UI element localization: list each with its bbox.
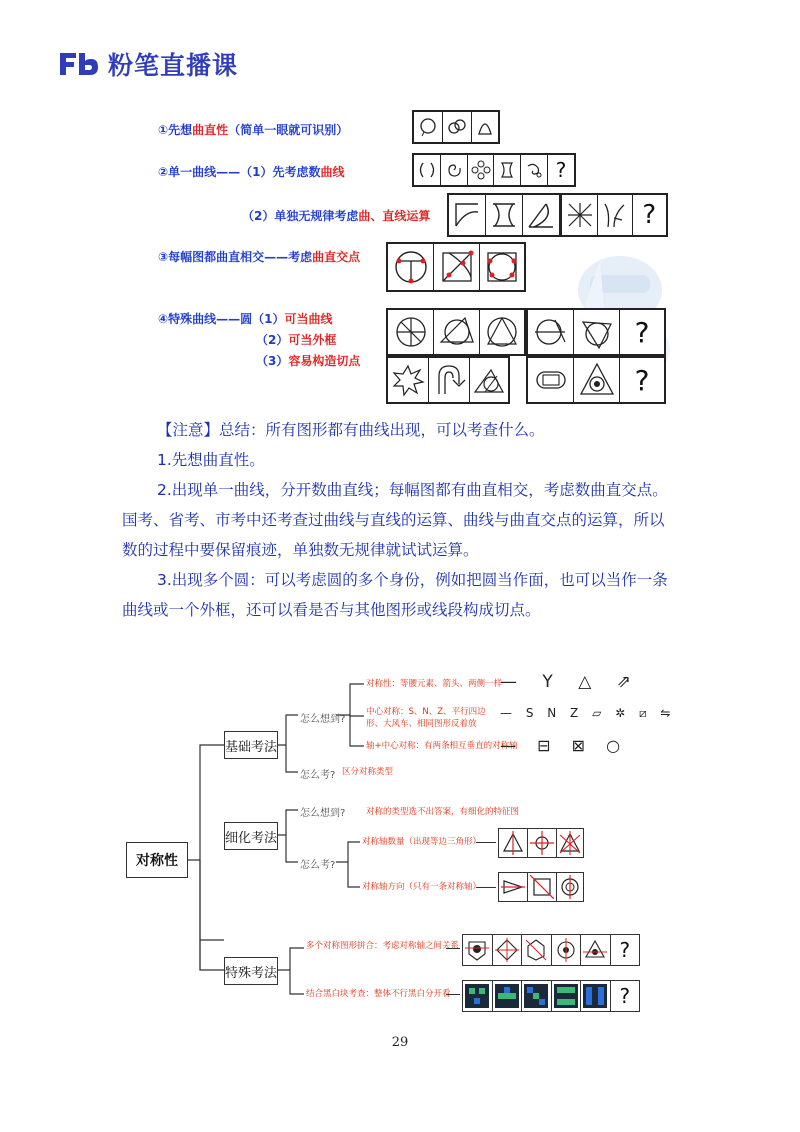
figure-cell: [388, 310, 434, 354]
connector-dash: [476, 842, 496, 843]
figure-cell: [463, 935, 493, 965]
figure-cell: [480, 310, 524, 354]
question-mark: ?: [642, 200, 657, 230]
figure-row-3a: [447, 193, 561, 237]
connector-dash: [446, 948, 460, 949]
figure-cell: [470, 358, 508, 402]
figure-cell: [557, 829, 583, 857]
figure-cell: [493, 981, 523, 1011]
figure-cell: [493, 935, 523, 965]
note-title: 【注意】总结：所有图形都有曲线出现，可以考查什么。: [157, 421, 545, 439]
axis-count-figures: [498, 828, 584, 858]
sub-axis-count: 对称轴数量（出现等边三角形）: [362, 837, 482, 847]
rule-2-sub: （2）单独无规律考虑曲、直线运算: [242, 209, 431, 223]
how-think-label: 怎么想到?: [300, 714, 346, 725]
sub-central-symmetry: 中心对称：S、N、Z、平行四边形、大风车、相同图形反着放: [366, 707, 486, 729]
figure-row-3b: [560, 193, 668, 237]
branch-detailed: 细化考法: [224, 822, 278, 850]
note-point-2: 2.出现单一曲线，分开数曲直线；每幅图都有曲直相交，考虑数曲直交点。: [157, 481, 668, 499]
rule-3: ③每幅图都曲直相交——考虑曲直交点: [158, 250, 361, 264]
figure-cell: [522, 981, 552, 1011]
how-test-answer: 区分对称类型: [342, 767, 394, 777]
brand-logo: [56, 46, 238, 82]
figure-cell: [434, 244, 480, 290]
note-point-3-end: 曲线或一个外框，还可以看是否与其他图形或线段构成切点。: [122, 601, 541, 619]
figure-cell: [441, 155, 468, 185]
figure-cell: [574, 310, 620, 354]
fb-logo-icon: [56, 49, 100, 79]
branch-basic: 基础考法: [224, 731, 278, 759]
how-think-answer-2: 对称的类型选不出答案，有细化的特征图: [366, 807, 520, 817]
figure-cell: [414, 112, 443, 142]
connector-dash: [446, 994, 460, 995]
note-point-2-end: 数的过程中要保留痕迹，单独数无规律就试试运算。: [122, 541, 479, 559]
rule-1: ①先想曲直性（简单一眼就可识别）: [158, 123, 349, 137]
figure-cell: [429, 358, 470, 402]
branch-special: 特殊考法: [224, 957, 278, 985]
figure-cell: [581, 935, 611, 965]
figure-cell: [388, 358, 429, 402]
figure-row-2: [412, 153, 576, 187]
figure-cell: [449, 195, 486, 235]
figure-cell: [528, 310, 574, 354]
question-mark: ?: [619, 938, 631, 962]
figure-row-6a: [386, 356, 510, 404]
figure-cell: [486, 195, 523, 235]
axis-central-examples: — ⊟ ⊠ ○: [500, 736, 629, 755]
rule-4-sub2: （2）可当外框: [256, 333, 337, 347]
question-mark: ?: [555, 158, 567, 182]
sub-axis-central: 轴+中心对称：有两条相互垂直的对称轴: [366, 741, 518, 751]
how-test-label: 怎么考?: [300, 770, 336, 781]
note-point-3: 3.出现多个圆：可以考虑圆的多个身份，例如把圆当作面，也可以当作一条: [157, 571, 668, 589]
figure-cell: [494, 155, 521, 185]
sub-black-white: 结合黑白块考查：整体不行黑白分开看: [306, 989, 451, 999]
connector-dash: [476, 887, 496, 888]
question-mark: ?: [619, 984, 631, 1008]
figure-cell: [521, 155, 548, 185]
mindmap-root: 对称性: [126, 842, 188, 878]
sub-axis-direction: 对称轴方向（只有一条对称轴）: [362, 882, 482, 892]
figure-cell: [499, 829, 528, 857]
note-point-1: 1.先想曲直性。: [157, 451, 265, 469]
black-white-figures: [462, 980, 640, 1012]
figure-cell: [522, 935, 552, 965]
combined-figures: [462, 934, 640, 966]
figure-cell: [528, 873, 557, 901]
sub-symmetry: 对称性：等腰元素、箭头、两侧一样: [366, 679, 503, 689]
how-test-label-2: 怎么考?: [300, 860, 336, 871]
figure-cell: [552, 981, 582, 1011]
figure-row-4: [386, 242, 526, 292]
figure-cell: [528, 829, 557, 857]
figure-row-5a: [386, 308, 526, 356]
axis-direction-figures: [498, 872, 584, 902]
figure-cell: [499, 873, 528, 901]
figure-cell: [552, 935, 582, 965]
figure-cell: [468, 155, 495, 185]
figure-cell: [598, 195, 632, 235]
figure-cell: [581, 981, 611, 1011]
figure-cell: [523, 195, 559, 235]
figure-cell: [574, 358, 620, 402]
figure-row-1: [412, 110, 500, 144]
rule-4-sub3: （3）容易构造切点: [256, 354, 361, 368]
how-think-label-2: 怎么想到?: [300, 808, 346, 819]
figure-cell: [443, 112, 472, 142]
note-section: [112, 415, 712, 625]
figure-cell: [388, 244, 434, 290]
figure-cell: [434, 310, 480, 354]
brand-name: 粉笔直播课: [108, 51, 239, 80]
figure-row-6b: [526, 356, 666, 404]
question-mark: ?: [634, 363, 650, 397]
symmetry-examples: — Y △ ⇗: [500, 672, 641, 692]
figure-row-5b: [526, 308, 666, 356]
page-number: 29: [391, 1035, 409, 1050]
figure-cell: [528, 358, 574, 402]
question-mark: ?: [634, 315, 650, 349]
figure-cell: [472, 112, 498, 142]
figure-cell: [562, 195, 598, 235]
central-examples: — S N Z ▱ ✲ ⧄ ⇋: [500, 706, 676, 720]
figure-cell: [414, 155, 441, 185]
figure-cell: [557, 873, 583, 901]
rule-2: ②单一曲线——（1）先考虑数曲线: [158, 165, 345, 179]
figure-cell: [480, 244, 524, 290]
sub-combined-symmetry: 多个对称图形拼合：考虑对称轴之间关系: [306, 941, 460, 951]
figure-cell: [463, 981, 493, 1011]
note-point-2-cont: 国考、省考、市考中还考查过曲线与直线的运算、曲线与曲直交点的运算，所以: [122, 511, 665, 529]
rule-4: ④特殊曲线——圆（1）可当曲线: [158, 312, 333, 326]
